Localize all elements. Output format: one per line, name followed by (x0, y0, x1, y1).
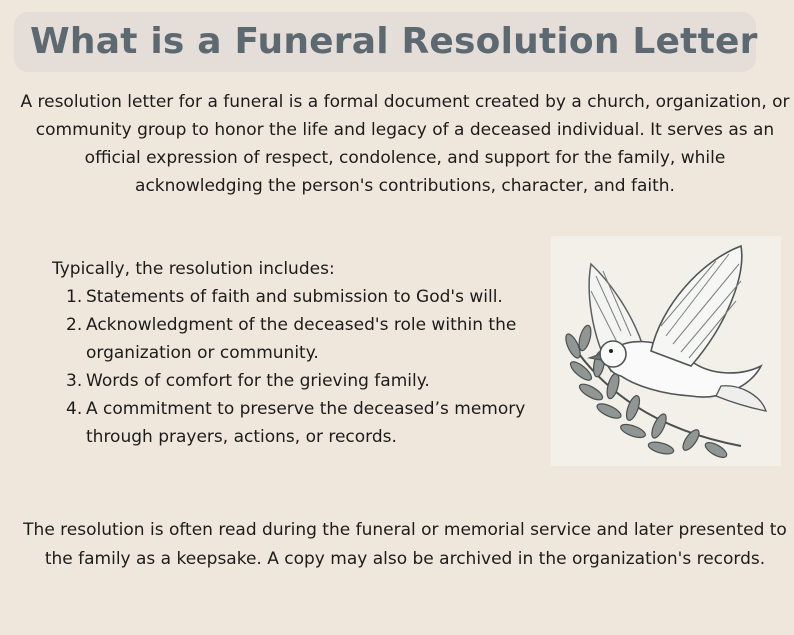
resolution-items-list (66, 283, 556, 451)
list-item (66, 283, 556, 311)
list-item (66, 395, 556, 451)
list-item (66, 367, 556, 395)
list-item-text: A commitment to preserve the deceased’s memory through prayers, actions, or records. (86, 399, 526, 447)
closing-paragraph: The resolution is often read during the funeral or memorial service and later presented to the family as a keepsake. A copy may also be archived in the organization's records. (23, 520, 787, 569)
list-item-text: Words of comfort for the grieving family. (86, 371, 430, 391)
list-item-number: 3. (66, 371, 83, 391)
list-item-number: 1. (66, 287, 83, 307)
page-title: What is a Funeral Resolution Letter (30, 21, 758, 62)
list-item-number: 2. (66, 315, 83, 335)
intro-paragraph: A resolution letter for a funeral is a formal document created by a church, organization, or community group to honor the life and legacy of a deceased individual. It serves as an official expression of respect, condolence, and support for the family, while acknowledging the person's contributions, character, and faith. (20, 92, 790, 196)
dove-illustration (551, 236, 781, 466)
list-item-text: Acknowledgment of the deceased's role within the organization or community. (86, 315, 517, 363)
list-item-number: 4. (66, 399, 83, 419)
list-item (66, 311, 556, 367)
list-item-text: Statements of faith and submission to God's will. (86, 287, 503, 307)
list-intro: Typically, the resolution includes: (52, 259, 335, 279)
dove-icon (551, 236, 781, 466)
